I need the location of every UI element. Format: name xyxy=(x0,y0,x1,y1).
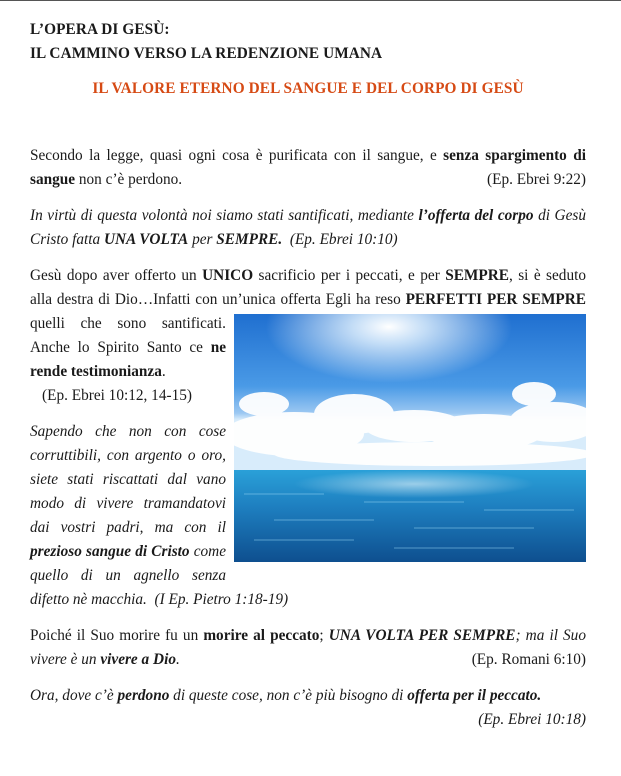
p3-bold-4: ne rende testimonianza xyxy=(30,339,226,380)
p6-reference: (Ep. Ebrei 10:18) xyxy=(478,711,586,728)
p2-text-3: per xyxy=(188,231,217,248)
title-line-2: IL CAMMINO VERSO LA REDENZIONE UMANA xyxy=(30,45,383,62)
document-page xyxy=(30,18,586,732)
subtitle: IL VALORE ETERNO DEL SANGUE E DEL CORPO DI GESÙ xyxy=(92,80,524,97)
p2-bold-3: SEMPRE. xyxy=(216,231,283,248)
top-rule xyxy=(0,0,621,1)
p5-text-4: . xyxy=(175,651,180,668)
p3-bold-3: PERFETTI PER SEMPRE xyxy=(405,291,587,308)
p4-bold: prezioso sangue di Cristo xyxy=(30,543,190,560)
p3-bold-1: UNICO xyxy=(202,267,254,284)
p3-text-5: . xyxy=(161,363,166,380)
p1-bold: senza spargimento di sangue xyxy=(30,147,586,188)
p5-bold-3: vivere a Dio xyxy=(100,651,176,668)
p5-bold-1: morire al peccato xyxy=(203,627,320,644)
p2-reference: (Ep. Ebrei 10:10) xyxy=(289,231,398,248)
p6-bold-1: perdono xyxy=(117,687,170,704)
p6-bold-2: offerta per il peccato. xyxy=(407,687,542,704)
p3-reference: (Ep. Ebrei 10:12, 14-15) xyxy=(42,387,192,404)
paragraph-5 xyxy=(30,624,586,672)
p5-text-3: ; ma il Suo vivere è un xyxy=(30,627,586,668)
p3-text: Gesù dopo aver offerto un xyxy=(30,267,203,284)
p5-reference: (Ep. Romani 6:10) xyxy=(471,651,586,668)
p2-text: In virtù di questa volontà noi siamo stati santificati, mediante xyxy=(30,207,419,224)
p5-text-2: ; xyxy=(319,627,329,644)
p1-text: Secondo la legge, quasi ogni cosa è purificata con il sangue, e xyxy=(30,147,444,164)
paragraph-1 xyxy=(30,144,586,192)
p4-reference: (I Ep. Pietro 1:18-19) xyxy=(154,591,289,608)
paragraph-2 xyxy=(30,204,586,252)
sea-sky-photo xyxy=(234,314,586,562)
p1-text-end: non c’è perdono. xyxy=(75,171,183,188)
p4-text: Sapendo che non con cose corruttibili, con argento o oro, siete stati riscattati dal vano modo di vivere tramandatovi dai vostri padri, ma con il xyxy=(30,423,226,536)
p5-text: Poiché il Suo morire fu un xyxy=(30,627,204,644)
p1-reference: (Ep. Ebrei 9:22) xyxy=(487,171,586,188)
p3-text-2: sacrificio per i peccati, e per xyxy=(253,267,446,284)
p2-bold-1: l’offerta del corpo xyxy=(418,207,534,224)
p2-text-2: di Gesù Cristo fatta xyxy=(30,207,586,248)
p3-text-4: quelli che sono santificati. Anche lo Spirito Santo ce xyxy=(30,315,226,356)
p3-text-3: , si è seduto alla destra di Dio…Infatti con un’unica offerta Egli ha reso xyxy=(30,267,586,308)
title-line-1: L’OPERA DI GESÙ: xyxy=(30,21,170,38)
p4-text-2: come quello di un agnello senza difetto nè macchia. xyxy=(30,543,226,608)
p5-bold-2: UNA VOLTA PER SEMPRE xyxy=(328,627,516,644)
paragraph-3 xyxy=(30,264,586,408)
p6-text-2: di queste cose, non c’è più bisogno di xyxy=(169,687,408,704)
p2-bold-2: UNA VOLTA xyxy=(103,231,189,248)
paragraph-6 xyxy=(30,684,586,728)
p3-bold-2: SEMPRE xyxy=(445,267,509,284)
p6-text: Ora, dove c’è xyxy=(30,687,118,704)
